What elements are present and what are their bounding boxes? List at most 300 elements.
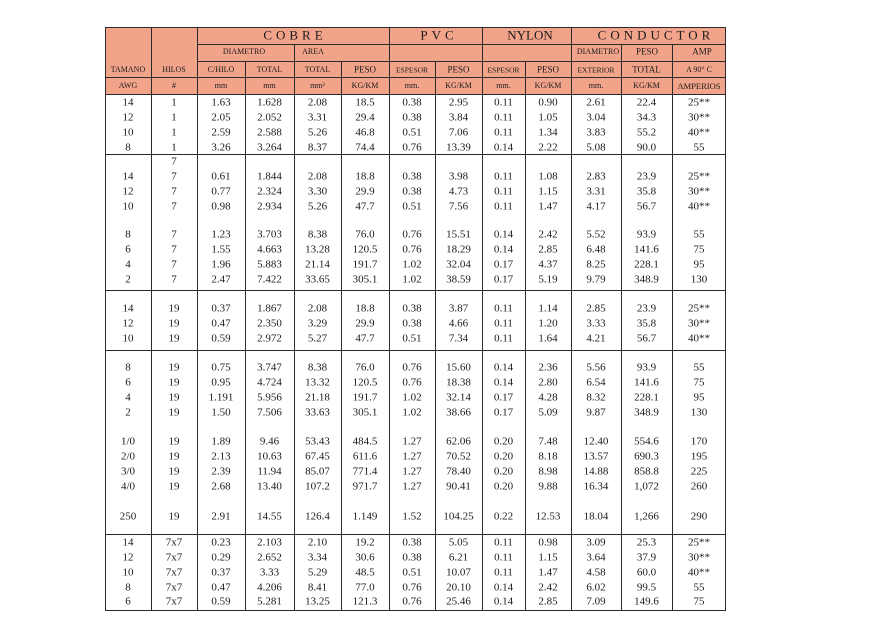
table-cell: 0.38 [402, 111, 422, 124]
table-cell: 18.5 [355, 96, 375, 109]
table-cell: 1.844 [257, 170, 282, 183]
table-cell: 6 [125, 376, 131, 389]
table-cell: 55.2 [636, 126, 657, 139]
column-unit: mm. [496, 81, 511, 90]
table-cell: 348.9 [634, 406, 659, 419]
table-cell: 56.7 [636, 332, 657, 345]
table-cell: 55 [693, 141, 705, 154]
table-cell: 8.37 [307, 141, 328, 154]
column-header: ESPESOR [395, 65, 429, 75]
table-cell: 1.47 [538, 566, 558, 579]
column-divider [435, 61, 436, 611]
table-cell: 8.38 [307, 228, 328, 241]
table-cell: 0.38 [402, 317, 422, 330]
table-cell: 22.4 [636, 96, 657, 109]
column-divider [571, 27, 572, 611]
table-cell: 85.07 [305, 465, 330, 478]
table-cell: 1.52 [402, 510, 422, 523]
table-cell: 7.422 [257, 273, 282, 286]
table-cell: 0.11 [494, 317, 513, 330]
table-cell: 14 [122, 302, 134, 315]
table-cell: 0.23 [211, 536, 231, 549]
table-cell: 3.31 [586, 185, 606, 198]
table-cell: 0.76 [402, 376, 422, 389]
table-cell: 0.90 [538, 96, 558, 109]
column-header: PESO [536, 64, 560, 75]
table-cell: 67.45 [305, 450, 330, 463]
table-cell: 12 [122, 185, 134, 198]
table-cell: 3.64 [586, 551, 606, 564]
table-cell: 2 [125, 406, 131, 419]
table-cell: 6.02 [586, 581, 606, 594]
column-divider [672, 44, 673, 611]
table-cell: 55 [693, 581, 705, 594]
table-cell: 14 [122, 536, 134, 549]
table-cell: 0.11 [494, 200, 513, 213]
table-cell: 1.50 [211, 406, 231, 419]
column-header: TOTAL [304, 65, 331, 74]
table-cell: 23.9 [636, 302, 657, 315]
table-cell: 0.20 [493, 435, 514, 448]
table-cell: 2.42 [538, 228, 558, 241]
table-cell: 13.32 [305, 376, 330, 389]
column-header: TOTAL [256, 65, 283, 74]
table-cell: 0.76 [402, 361, 422, 374]
table-cell: 7 [171, 200, 177, 213]
header-divider-2a [197, 61, 296, 62]
table-cell: 3.98 [448, 170, 469, 183]
table-cell: 19 [168, 510, 180, 523]
table-cell: 7.48 [538, 435, 558, 448]
table-cell: 1.191 [208, 391, 234, 404]
table-cell: 1.02 [402, 406, 422, 419]
column-unit: KG/KM [445, 81, 472, 90]
table-cell: 99.5 [636, 581, 657, 594]
table-cell: 25** [688, 170, 710, 183]
table-cell: 30** [688, 111, 710, 124]
table-cell: 4.21 [586, 332, 606, 345]
table-cell: 2.10 [307, 536, 328, 549]
table-cell: 6.48 [586, 243, 606, 256]
table-cell: 7 [171, 155, 177, 168]
table-cell: 0.61 [211, 170, 231, 183]
column-unit: mm. [588, 81, 604, 90]
table-cell: 55 [693, 228, 705, 241]
table-cell: 23.9 [636, 170, 657, 183]
column-unit: KG/KM [633, 81, 660, 90]
table-cell: 1.05 [538, 111, 558, 124]
table-cell: 10 [122, 126, 134, 139]
table-cell: 4/0 [120, 480, 136, 493]
table-cell: 2.972 [257, 332, 282, 345]
column-divider [151, 27, 152, 611]
table-cell: 2.85 [538, 595, 558, 608]
table-cell: 0.11 [494, 566, 513, 579]
table-cell: 3.84 [448, 111, 469, 124]
table-cell: 8.38 [307, 361, 328, 374]
table-cell: 1.47 [538, 200, 558, 213]
table-cell: 250 [119, 510, 137, 523]
table-cell: 2.652 [257, 551, 282, 564]
table-cell: 53.43 [305, 435, 330, 448]
table-cell: 7.506 [257, 406, 282, 419]
table-cell: 1.34 [538, 126, 558, 139]
section-divider [105, 154, 726, 155]
table-cell: 35.8 [636, 185, 657, 198]
subheader-area: AREA [302, 47, 324, 56]
table-cell: 19 [168, 391, 180, 404]
group-header-pvc: PVC [420, 27, 458, 43]
table-cell: 5.26 [307, 200, 328, 213]
table-cell: 0.76 [402, 581, 422, 594]
column-unit: KG/KM [351, 81, 379, 90]
table-cell: 228.1 [634, 258, 659, 271]
column-header: A 90° C [686, 65, 712, 74]
table-cell: 55 [693, 361, 705, 374]
table-cell: 29.4 [355, 111, 375, 124]
header-divider-2b [294, 61, 389, 62]
table-cell: 14.55 [257, 510, 282, 523]
table-cell: 191.7 [352, 258, 378, 271]
table-cell: 0.51 [402, 126, 422, 139]
table-cell: 95 [693, 258, 705, 271]
table-cell: 47.7 [355, 332, 375, 345]
table-cell: 0.47 [211, 581, 231, 594]
cable-spec-table [105, 27, 726, 611]
table-cell: 0.98 [538, 536, 558, 549]
group-header-conductor: CONDUCTOR [597, 27, 715, 43]
table-cell: 13.25 [305, 595, 330, 608]
table-cell: 78.40 [446, 465, 471, 478]
table-cell: 0.14 [493, 141, 514, 154]
table-cell: 0.59 [211, 332, 231, 345]
table-cell: 0.75 [211, 361, 231, 374]
table-cell: 0.38 [402, 185, 422, 198]
table-cell: 48.5 [355, 566, 375, 579]
table-cell: 0.11 [494, 96, 513, 109]
table-cell: 18.38 [446, 376, 471, 389]
table-cell: 305.1 [352, 406, 378, 419]
table-cell: 18.8 [355, 302, 375, 315]
table-cell: 191.7 [352, 391, 378, 404]
table-cell: 1 [171, 111, 177, 124]
table-cell: 0.17 [493, 258, 514, 271]
table-cell: 4.17 [586, 200, 606, 213]
table-cell: 19 [168, 317, 180, 330]
table-cell: 7 [171, 273, 177, 286]
table-cell: 56.7 [636, 200, 657, 213]
table-cell: 25** [688, 302, 710, 315]
table-cell: 0.76 [402, 141, 422, 154]
table-cell: 2.324 [257, 185, 282, 198]
table-cell: 7x7 [165, 536, 183, 549]
table-cell: 70.52 [446, 450, 471, 463]
table-cell: 2.61 [586, 96, 606, 109]
table-cell: 90.41 [446, 480, 471, 493]
table-cell: 25.46 [446, 595, 471, 608]
table-cell: 0.22 [493, 510, 514, 523]
table-cell: 32.04 [446, 258, 471, 271]
table-cell: 9.87 [586, 406, 606, 419]
table-cell: 37.9 [636, 551, 657, 564]
table-cell: 1.96 [211, 258, 231, 271]
table-cell: 0.51 [402, 566, 422, 579]
table-cell: 0.77 [211, 185, 231, 198]
table-cell: 8.18 [538, 450, 558, 463]
table-cell: 12 [122, 317, 134, 330]
table-cell: 149.6 [634, 595, 659, 608]
table-cell: 1.14 [538, 302, 558, 315]
table-cell: 2 [125, 273, 131, 286]
table-cell: 1.02 [402, 258, 422, 271]
table-cell: 9.79 [586, 273, 606, 286]
table-cell: 7.34 [448, 332, 469, 345]
table-cell: 3.33 [586, 317, 606, 330]
table-cell: 0.51 [402, 200, 422, 213]
table-cell: 8.41 [307, 581, 328, 594]
table-cell: 0.14 [493, 581, 514, 594]
column-divider [197, 27, 198, 611]
table-cell: 1.02 [402, 391, 422, 404]
table-cell: 2.83 [586, 170, 606, 183]
table-cell: 3.33 [259, 566, 280, 579]
table-cell: 7 [171, 243, 177, 256]
table-cell: 3.87 [448, 302, 469, 315]
table-cell: 19 [168, 361, 180, 374]
table-cell: 13.57 [583, 450, 609, 463]
table-cell: 0.51 [402, 332, 422, 345]
table-cell: 484.5 [352, 435, 378, 448]
table-cell: 38.59 [446, 273, 471, 286]
column-unit: # [172, 81, 176, 90]
table-cell: 14.88 [583, 465, 609, 478]
subheader-peso: PESO [635, 46, 659, 57]
table-cell: 2.85 [586, 302, 606, 315]
table-cell: 19 [168, 376, 180, 389]
table-cell: 858.8 [634, 465, 659, 478]
table-cell: 33.63 [305, 406, 330, 419]
table-cell: 0.11 [494, 185, 513, 198]
table-cell: 2.08 [307, 96, 328, 109]
table-cell: 93.9 [636, 361, 657, 374]
table-cell: 2.47 [211, 273, 231, 286]
table-cell: 2.13 [211, 450, 231, 463]
subheader-diametro-exterior: DIAMETRO [576, 47, 620, 56]
table-cell: 3.703 [257, 228, 282, 241]
table-cell: 14 [122, 96, 134, 109]
table-cell: 0.37 [211, 566, 231, 579]
table-cell: 21.14 [305, 258, 330, 271]
table-cell: 1.27 [402, 480, 422, 493]
section-divider [105, 534, 726, 535]
table-cell: 104.25 [443, 510, 474, 523]
table-cell: 5.52 [586, 228, 606, 241]
table-cell: 195 [690, 450, 708, 463]
table-cell: 1.08 [538, 170, 558, 183]
column-divider [525, 61, 526, 611]
table-cell: 3.83 [586, 126, 606, 139]
table-cell: 5.05 [448, 536, 469, 549]
table-cell: 2.36 [538, 361, 558, 374]
table-cell: 290 [690, 510, 708, 523]
table-cell: 10.07 [446, 566, 471, 579]
table-border-bottom [105, 610, 726, 611]
table-cell: 5.27 [307, 332, 328, 345]
column-unit: mm [263, 81, 276, 90]
table-cell: 2.588 [257, 126, 282, 139]
column-header: EXTERIOR [577, 65, 615, 75]
header-divider-3 [105, 77, 726, 78]
table-cell: 5.956 [257, 391, 282, 404]
table-cell: 21.18 [305, 391, 330, 404]
table-cell: 12.53 [535, 510, 561, 523]
table-cell: 46.8 [355, 126, 375, 139]
table-cell: 7.09 [586, 595, 606, 608]
table-cell: 4.73 [448, 185, 469, 198]
table-cell: 3.09 [586, 536, 606, 549]
table-cell: 1.23 [211, 228, 231, 241]
table-cell: 0.17 [493, 391, 514, 404]
table-cell: 13.39 [446, 141, 471, 154]
table-cell: 76.0 [355, 361, 375, 374]
table-cell: 74.4 [355, 141, 375, 154]
table-cell: 120.5 [352, 243, 378, 256]
table-cell: 2.68 [211, 480, 231, 493]
table-cell: 5.09 [538, 406, 558, 419]
table-cell: 30** [688, 551, 710, 564]
column-divider [621, 44, 622, 611]
table-cell: 1.89 [211, 435, 231, 448]
table-cell: 25.3 [636, 536, 657, 549]
table-cell: 5.883 [257, 258, 282, 271]
column-header: TOTAL [632, 64, 661, 75]
table-cell: 2.08 [307, 302, 328, 315]
table-cell: 1.27 [402, 465, 422, 478]
table-cell: 14 [122, 170, 134, 183]
table-cell: 30** [688, 317, 710, 330]
table-cell: 8 [125, 228, 131, 241]
column-unit: AWG [118, 81, 138, 90]
table-cell: 75 [693, 595, 705, 608]
table-cell: 2.85 [538, 243, 558, 256]
table-cell: 1.27 [402, 450, 422, 463]
table-cell: 4 [125, 391, 131, 404]
table-cell: 38.66 [446, 406, 471, 419]
table-cell: 25** [688, 536, 710, 549]
table-cell: 0.11 [494, 536, 513, 549]
table-cell: 170 [690, 435, 708, 448]
table-cell: 2.934 [257, 200, 282, 213]
table-cell: 8.32 [586, 391, 606, 404]
column-divider [389, 27, 390, 611]
table-cell: 15.51 [446, 228, 471, 241]
table-cell: 0.47 [211, 317, 231, 330]
table-cell: 2.05 [211, 111, 231, 124]
table-cell: 1.20 [538, 317, 558, 330]
table-cell: 4.724 [257, 376, 282, 389]
table-cell: 1.55 [211, 243, 231, 256]
table-cell: 10 [122, 566, 134, 579]
table-cell: 3.04 [586, 111, 606, 124]
section-divider [105, 350, 726, 351]
column-divider [245, 61, 246, 611]
table-cell: 3.34 [307, 551, 328, 564]
table-cell: 348.9 [634, 273, 659, 286]
table-cell: 2.91 [211, 510, 231, 523]
table-cell: 0.38 [402, 96, 422, 109]
table-cell: 18.29 [446, 243, 471, 256]
column-header: HILOS [162, 65, 186, 74]
table-cell: 130 [690, 406, 708, 419]
table-cell: 126.4 [305, 510, 330, 523]
table-cell: 0.14 [493, 376, 514, 389]
table-cell: 10 [122, 332, 134, 345]
column-header: PESO [447, 64, 470, 75]
table-cell: 30.6 [355, 551, 375, 564]
table-cell: 6.21 [448, 551, 469, 564]
header-divider-1 [197, 44, 726, 45]
table-cell: 2.22 [538, 141, 558, 154]
column-unit: mm [214, 81, 228, 90]
table-cell: 0.11 [494, 126, 513, 139]
table-cell: 0.38 [402, 536, 422, 549]
column-header: ESPESOR [487, 65, 520, 75]
table-cell: 4.37 [538, 258, 558, 271]
table-cell: 0.38 [402, 302, 422, 315]
table-cell: 0.11 [494, 302, 513, 315]
table-cell: 5.29 [307, 566, 328, 579]
table-cell: 32.14 [446, 391, 471, 404]
table-cell: 0.11 [494, 111, 513, 124]
table-cell: 16.34 [583, 480, 609, 493]
table-cell: 0.20 [493, 465, 514, 478]
table-cell: 0.11 [494, 332, 513, 345]
table-cell: 8 [125, 581, 131, 594]
table-cell: 25** [688, 96, 710, 109]
table-cell: 9.88 [538, 480, 558, 493]
table-cell: 1 [171, 141, 177, 154]
table-border-right [725, 27, 726, 611]
table-cell: 19 [168, 302, 180, 315]
table-cell: 5.281 [257, 595, 282, 608]
table-cell: 8.98 [538, 465, 558, 478]
table-cell: 7x7 [165, 566, 183, 579]
table-cell: 13.28 [305, 243, 330, 256]
table-cell: 7x7 [165, 595, 183, 608]
table-cell: 260 [690, 480, 708, 493]
section-divider [105, 290, 726, 291]
table-cell: 77.0 [355, 581, 375, 594]
table-cell: 2.42 [538, 581, 558, 594]
table-cell: 1.63 [211, 96, 231, 109]
column-header: PESO [353, 64, 377, 75]
table-cell: 611.6 [352, 450, 378, 463]
table-cell: 141.6 [634, 243, 659, 256]
table-cell: 141.6 [634, 376, 659, 389]
table-cell: 3.30 [307, 185, 328, 198]
column-unit: mm. [404, 81, 420, 90]
table-cell: 0.98 [211, 200, 231, 213]
table-cell: 228.1 [634, 391, 659, 404]
table-cell: 1.02 [402, 273, 422, 286]
table-cell: 225 [690, 465, 708, 478]
table-cell: 0.14 [493, 361, 514, 374]
table-cell: 6.54 [586, 376, 606, 389]
column-divider [341, 61, 342, 611]
table-cell: 60.0 [636, 566, 657, 579]
header-divider-2c [389, 61, 726, 62]
table-cell: 8.25 [586, 258, 606, 271]
